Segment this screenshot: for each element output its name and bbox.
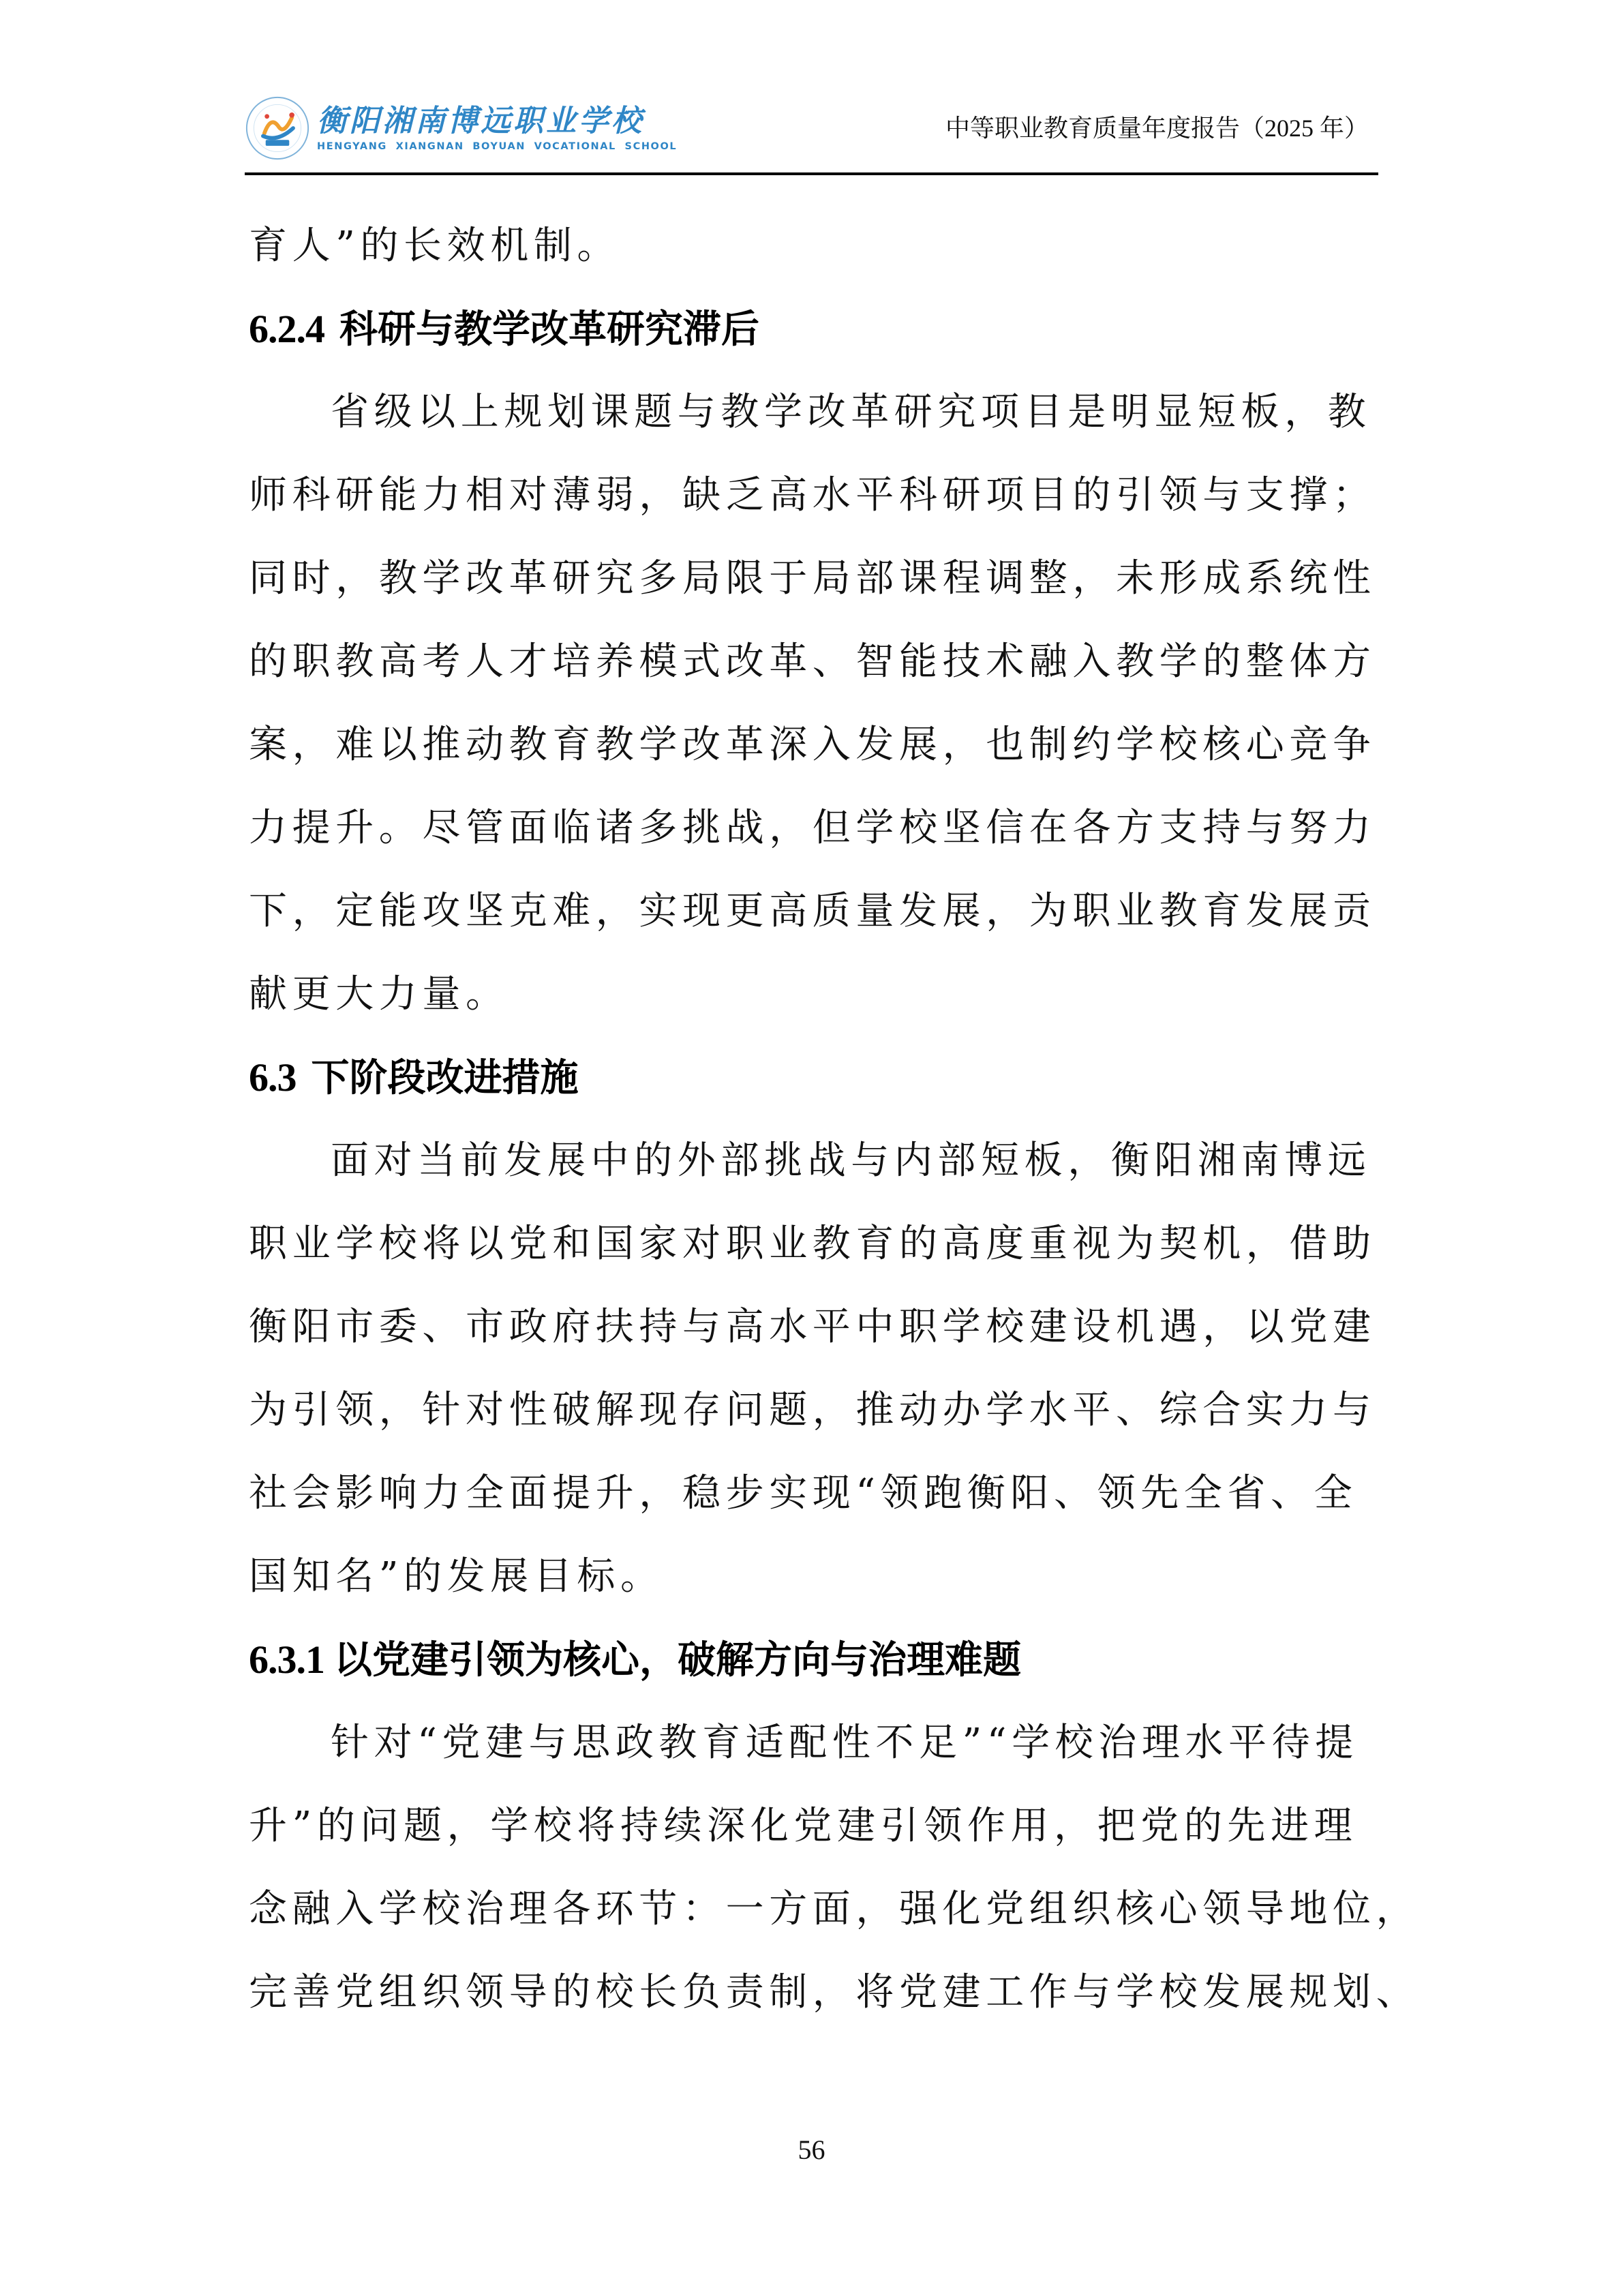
paragraph-line: 师科研能力相对薄弱，缺乏高水平科研项目的引领与支撑；	[249, 473, 1376, 517]
paragraph-party-building	[249, 1702, 1420, 2034]
paragraph-line: 完善党组织领导的校长负责制，将党建工作与学校发展规划、	[249, 1970, 1420, 2014]
paragraph-line: 社会影响力全面提升，稳步实现“领跑衡阳、领先全省、全	[249, 1471, 1358, 1515]
section-title: 科研与教学改革研究滞后	[339, 307, 759, 352]
paragraph-line: 职业学校将以党和国家对职业教育的高度重视为契机，借助	[249, 1222, 1376, 1266]
section-heading-6-2-4	[249, 288, 1380, 371]
header-divider	[245, 172, 1378, 175]
paragraph-line: 念融入学校治理各环节：一方面，强化党组织核心领导地位，	[249, 1887, 1420, 1931]
school-name-cn: 衡阳湘南博远职业学校	[317, 104, 644, 138]
paragraph-line: 面对当前发展中的外部挑战与内部短板，衡阳湘南博远	[331, 1138, 1371, 1183]
paragraph-line: 省级以上规划课题与教学改革研究项目是明显短板，教	[331, 390, 1371, 434]
paragraph-line: 升”的问题，学校将持续深化党建引领作用，把党的先进理	[249, 1804, 1358, 1848]
paragraph-line: 的职教高考人才培养模式改革、智能技术融入教学的整体方	[249, 639, 1376, 684]
page-header	[245, 89, 1378, 177]
school-name-en: HENGYANG XIANGNAN BOYUAN VOCATIONAL SCHOOL	[317, 141, 678, 152]
page-number: 56	[798, 2134, 825, 2165]
paragraph-line: 衡阳市委、市政府扶持与高水平中职学校建设机遇，以党建	[249, 1305, 1376, 1349]
paragraph-line: 针对“党建与思政教育适配性不足”“学校治理水平待提	[331, 1721, 1359, 1765]
section-heading-6-3-1	[249, 1618, 1380, 1702]
document-body	[249, 205, 1420, 2034]
section-title: 以党建引领为核心，破解方向与治理难题	[334, 1638, 1021, 1682]
paragraph-research-lag	[249, 371, 1380, 1036]
paragraph-line: 力提升。尽管面临诸多挑战，但学校坚信在各方支持与努力	[249, 806, 1376, 850]
paragraph-line: 献更大力量。	[249, 972, 509, 1016]
section-number: 6.3	[249, 1055, 297, 1100]
section-number: 6.3.1	[249, 1637, 324, 1682]
paragraph-line: 国知名”的发展目标。	[249, 1554, 664, 1599]
section-number: 6.2.4	[249, 307, 324, 351]
section-title: 下阶段改进措施	[311, 1056, 579, 1100]
paragraph-line: 为引领，针对性破解现存问题，推动办学水平、综合实力与	[249, 1388, 1376, 1432]
paragraph-next-steps	[249, 1119, 1380, 1618]
paragraph-line: 同时，教学改革研究多局限于局部课程调整，未形成系统性	[249, 556, 1376, 601]
paragraph-line: 下，定能攻坚克难，实现更高质量发展，为职业教育发展贡	[249, 889, 1376, 933]
report-title: 中等职业教育质量年度报告（2025 年）	[945, 115, 1369, 142]
school-emblem-icon	[245, 95, 310, 161]
school-logo	[245, 95, 677, 161]
section-heading-6-3	[249, 1036, 1380, 1119]
paragraph-tail: 育人”的长效机制。	[249, 224, 621, 268]
paragraph-line: 案，难以推动教育教学改革深入发展，也制约学校核心竞争	[249, 723, 1376, 767]
